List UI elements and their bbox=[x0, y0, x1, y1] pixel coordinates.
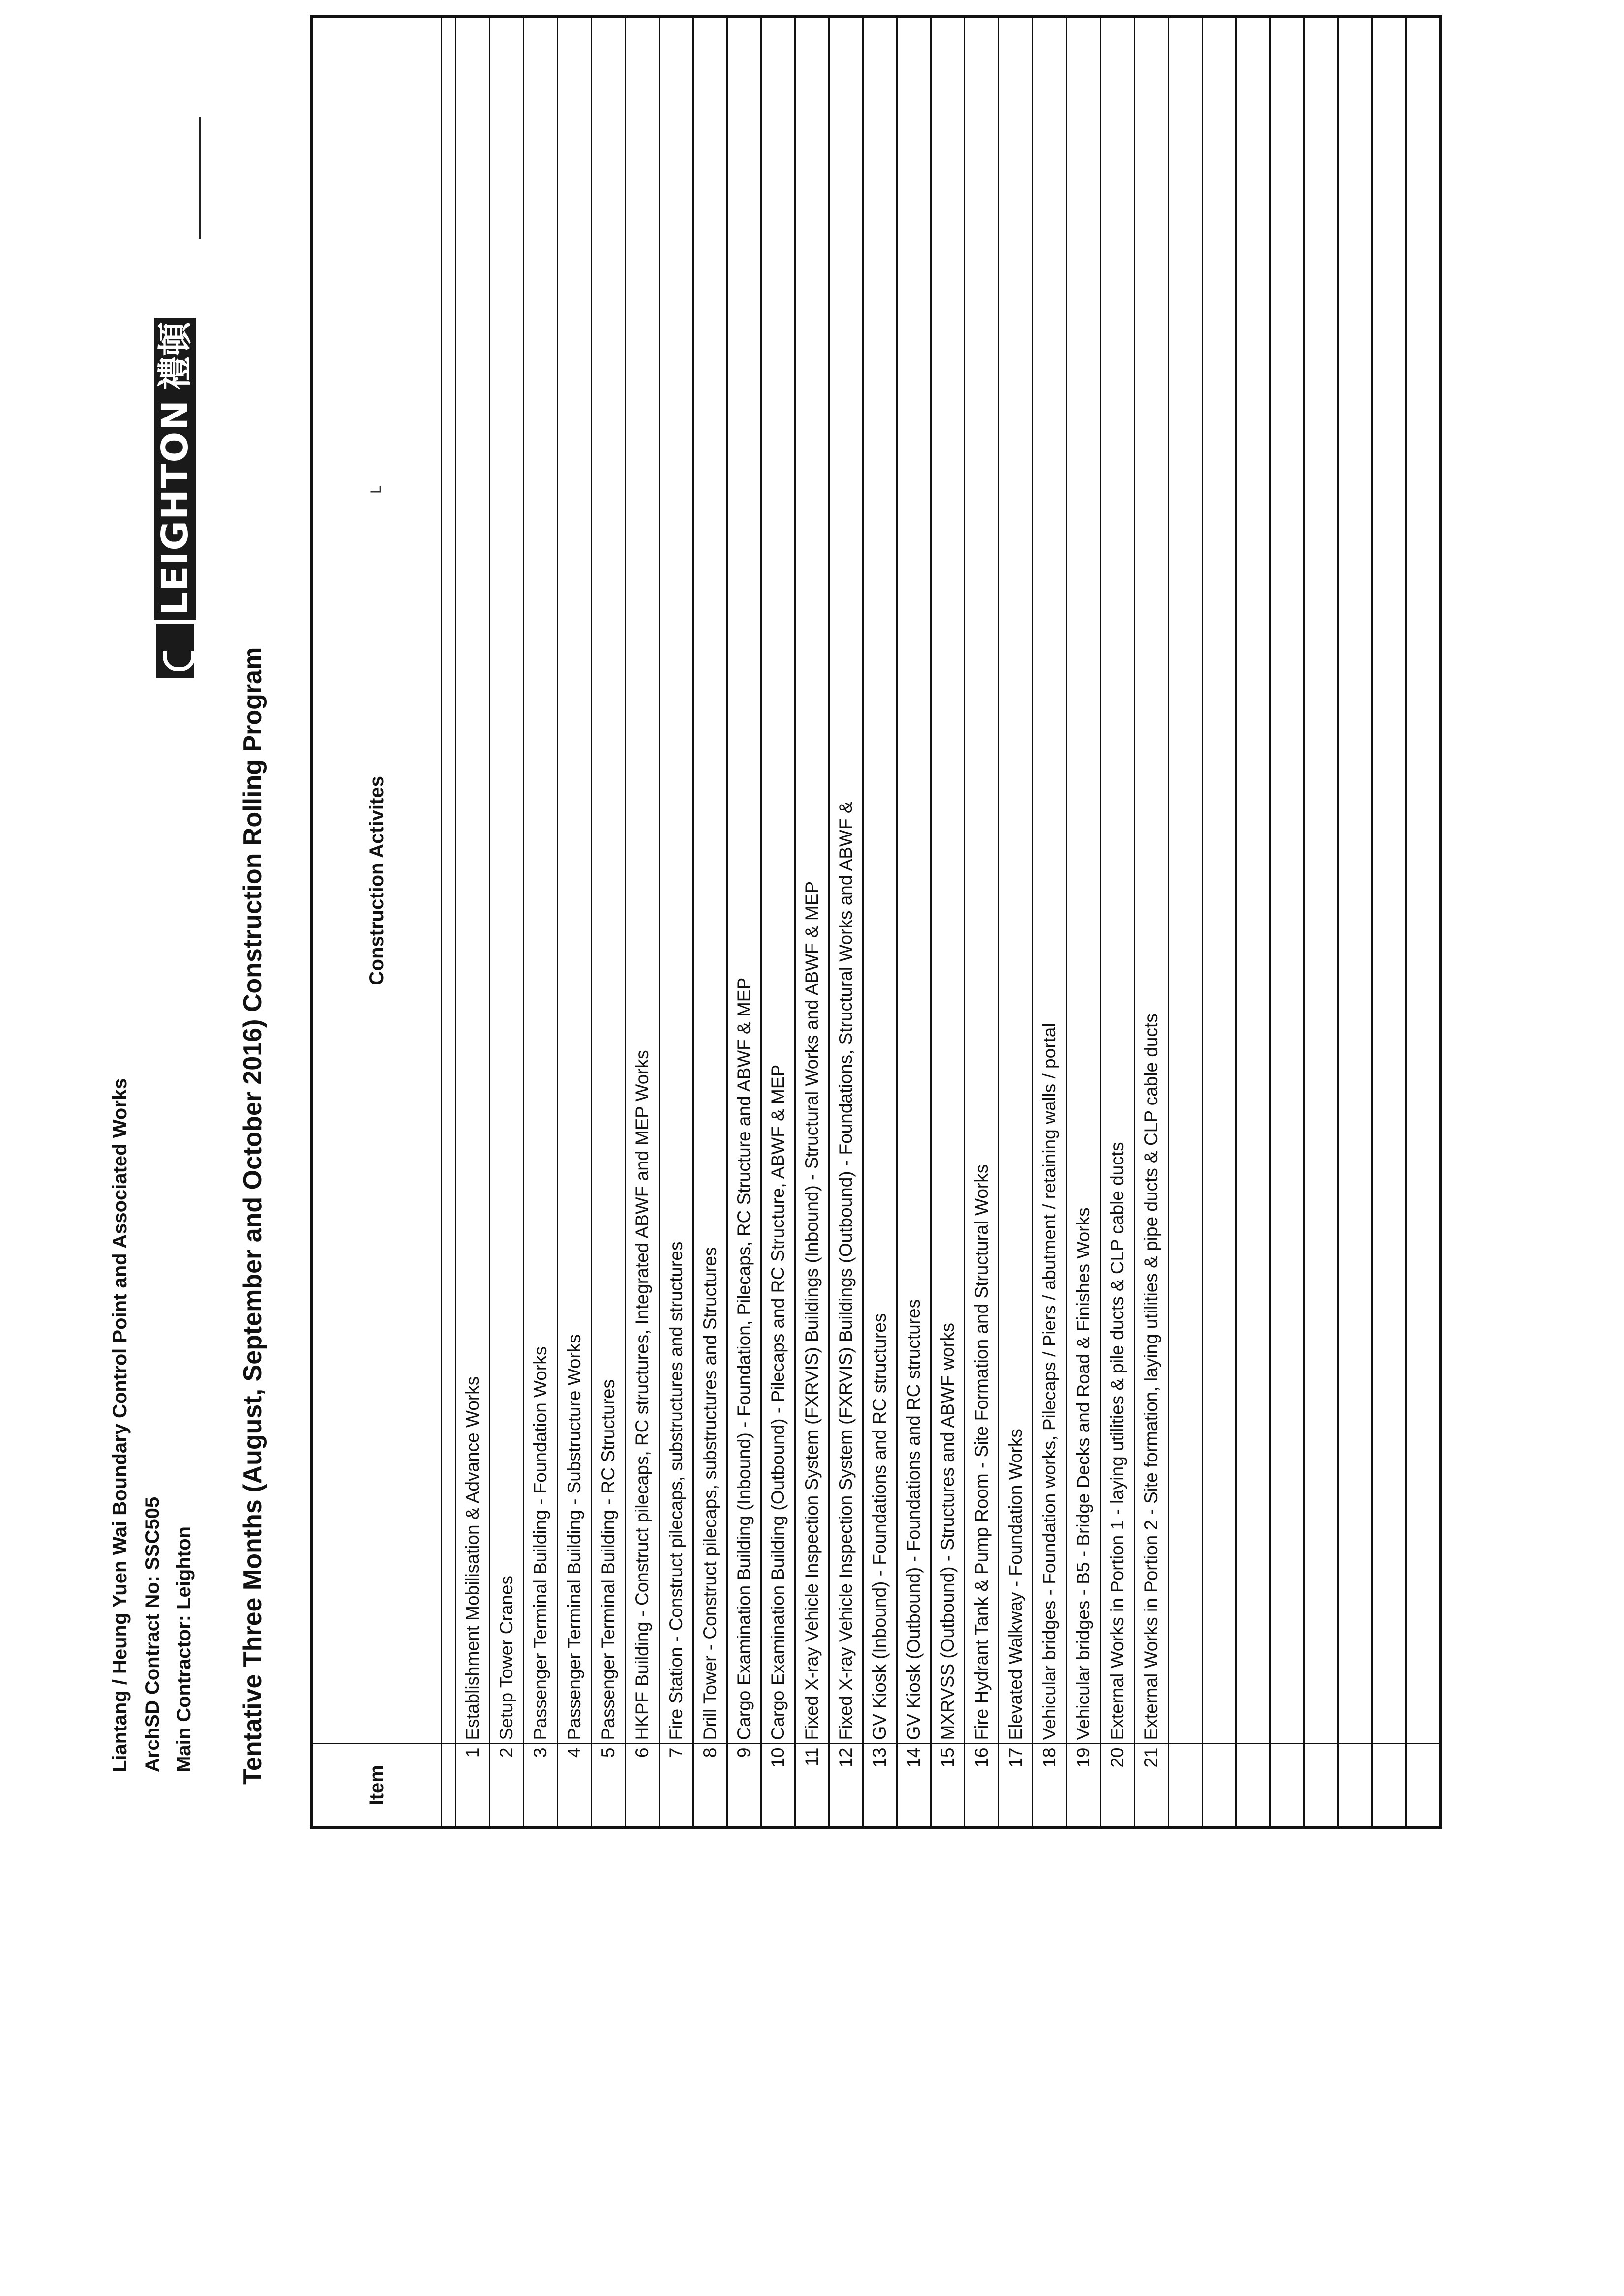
item-number bbox=[1236, 1744, 1270, 1827]
logo-underline bbox=[199, 117, 201, 239]
table-row bbox=[524, 17, 558, 1827]
item-number: 2 bbox=[490, 1744, 524, 1827]
construction-activity: HKPF Building - Construct pilecaps, RC structures, Integrated ABWF and MEP Works bbox=[626, 17, 660, 1744]
document-title: Tentative Three Months (August, September and October 2016) Construction Rolling Program bbox=[239, 647, 267, 1785]
construction-activity: Fire Hydrant Tank & Pump Room - Site Formation and Structural Works bbox=[965, 17, 999, 1744]
handwritten-mark: L bbox=[368, 485, 384, 494]
construction-activity: Fire Station - Construct pilecaps, substructures and structures bbox=[660, 17, 693, 1744]
item-number: 7 bbox=[660, 1744, 693, 1827]
table-row bbox=[693, 17, 727, 1827]
construction-activity: Passenger Terminal Building - RC Structures bbox=[592, 17, 626, 1744]
item-number: 18 bbox=[1033, 1744, 1067, 1827]
logo-name: LEIGHTON bbox=[154, 394, 196, 620]
construction-activity: Drill Tower - Construct pilecaps, substructures and Structures bbox=[693, 17, 727, 1744]
item-number: 17 bbox=[999, 1744, 1033, 1827]
construction-activity: Fixed X-ray Vehicle Inspection System (FXRVIS) Buildings (Inbound) - Structural Works and ABWF & MEP bbox=[795, 17, 829, 1744]
item-number: 8 bbox=[693, 1744, 727, 1827]
table-spacer-row bbox=[442, 17, 456, 1827]
item-number: 20 bbox=[1101, 1744, 1135, 1827]
item-number: 14 bbox=[897, 1744, 931, 1827]
table-row bbox=[1033, 17, 1067, 1827]
item-number: 19 bbox=[1067, 1744, 1101, 1827]
item-number bbox=[1270, 1744, 1304, 1827]
item-number: 4 bbox=[558, 1744, 592, 1827]
item-number bbox=[1203, 1744, 1236, 1827]
table-row bbox=[592, 17, 626, 1827]
construction-activity bbox=[1203, 17, 1236, 1744]
item-number: 3 bbox=[524, 1744, 558, 1827]
construction-activity: Vehicular bridges - B5 - Bridge Decks and Road & Finishes Works bbox=[1067, 17, 1101, 1744]
table-row bbox=[1203, 17, 1236, 1827]
table-row bbox=[1169, 17, 1203, 1827]
table-row bbox=[761, 17, 795, 1827]
table-row bbox=[863, 17, 897, 1827]
table-row bbox=[1067, 17, 1101, 1827]
construction-activity: GV Kiosk (Inbound) - Foundations and RC structures bbox=[863, 17, 897, 1744]
item-number: 16 bbox=[965, 1744, 999, 1827]
construction-activity bbox=[1304, 17, 1338, 1744]
main-contractor: Main Contractor: Leighton bbox=[173, 1526, 195, 1772]
table-row bbox=[999, 17, 1033, 1827]
table-row bbox=[660, 17, 693, 1827]
item-number: 15 bbox=[931, 1744, 965, 1827]
item-number bbox=[1372, 1744, 1406, 1827]
construction-activity bbox=[1236, 17, 1270, 1744]
construction-activity: External Works in Portion 2 - Site formation, laying utilities & pipe ducts & CLP cable ducts bbox=[1135, 17, 1169, 1744]
construction-activity: Passenger Terminal Building - Substructure Works bbox=[558, 17, 592, 1744]
construction-activity: Vehicular bridges - Foundation works, Pilecaps / Piers / abutment / retaining walls / portal bbox=[1033, 17, 1067, 1744]
table-row bbox=[965, 17, 999, 1827]
table-row bbox=[795, 17, 829, 1827]
table-row bbox=[1372, 17, 1406, 1827]
table-row bbox=[1406, 17, 1441, 1827]
construction-activity: GV Kiosk (Outbound) - Foundations and RC structures bbox=[897, 17, 931, 1744]
table-row bbox=[1135, 17, 1169, 1827]
item-number bbox=[1406, 1744, 1441, 1827]
project-name: Liantang / Heung Yuen Wai Boundary Control Point and Associated Works bbox=[109, 1078, 131, 1772]
table-row bbox=[490, 17, 524, 1827]
table-row bbox=[558, 17, 592, 1827]
item-number: 13 bbox=[863, 1744, 897, 1827]
contract-number: ArchSD Contract No: SSC505 bbox=[142, 1496, 163, 1772]
construction-activity: Passenger Terminal Building - Foundation Works bbox=[524, 17, 558, 1744]
construction-activity: Cargo Examination Building (Inbound) - Foundation, Pilecaps, RC Structure and ABWF & MEP bbox=[727, 17, 761, 1744]
construction-activity: Fixed X-ray Vehicle Inspection System (FXRVIS) Buildings (Outbound) - Foundations, Structural Works and ABWF & bbox=[829, 17, 863, 1744]
item-number: 6 bbox=[626, 1744, 660, 1827]
item-number: 1 bbox=[456, 1744, 490, 1827]
construction-activity: Elevated Walkway - Foundation Works bbox=[999, 17, 1033, 1744]
item-column-header: Item bbox=[311, 1744, 442, 1827]
item-number: 9 bbox=[727, 1744, 761, 1827]
construction-activity bbox=[1169, 17, 1203, 1744]
activities-column-header: Construction Activites bbox=[311, 17, 442, 1744]
table-row bbox=[626, 17, 660, 1827]
construction-activity: Setup Tower Cranes bbox=[490, 17, 524, 1744]
construction-program-table bbox=[310, 15, 1442, 1829]
table-row bbox=[1338, 17, 1372, 1827]
logo-chinese-name: 禮頓 bbox=[154, 318, 196, 394]
table-row bbox=[456, 17, 490, 1827]
leighton-logo-icon bbox=[156, 624, 194, 678]
table-row bbox=[931, 17, 965, 1827]
table-row bbox=[1270, 17, 1304, 1827]
item-number: 12 bbox=[829, 1744, 863, 1827]
item-number: 21 bbox=[1135, 1744, 1169, 1827]
leighton-logo bbox=[153, 318, 197, 678]
construction-activity bbox=[1338, 17, 1372, 1744]
item-number: 10 bbox=[761, 1744, 795, 1827]
construction-activity bbox=[1372, 17, 1406, 1744]
table-row bbox=[829, 17, 863, 1827]
table-header-row bbox=[311, 17, 442, 1827]
item-number bbox=[1304, 1744, 1338, 1827]
item-number bbox=[1169, 1744, 1203, 1827]
table-row bbox=[897, 17, 931, 1827]
construction-activity: Establishment Mobilisation & Advance Works bbox=[456, 17, 490, 1744]
table-row bbox=[727, 17, 761, 1827]
table-row bbox=[1304, 17, 1338, 1827]
item-number: 11 bbox=[795, 1744, 829, 1827]
construction-activity bbox=[1406, 17, 1441, 1744]
construction-activity: External Works in Portion 1 - laying utilities & pile ducts & CLP cable ducts bbox=[1101, 17, 1135, 1744]
table-row bbox=[1101, 17, 1135, 1827]
construction-activity: MXRVSS (Outbound) - Structures and ABWF works bbox=[931, 17, 965, 1744]
construction-activity bbox=[1270, 17, 1304, 1744]
item-number: 5 bbox=[592, 1744, 626, 1827]
table-row bbox=[1236, 17, 1270, 1827]
item-number bbox=[1338, 1744, 1372, 1827]
construction-activity: Cargo Examination Building (Outbound) - Pilecaps and RC Structure, ABWF & MEP bbox=[761, 17, 795, 1744]
